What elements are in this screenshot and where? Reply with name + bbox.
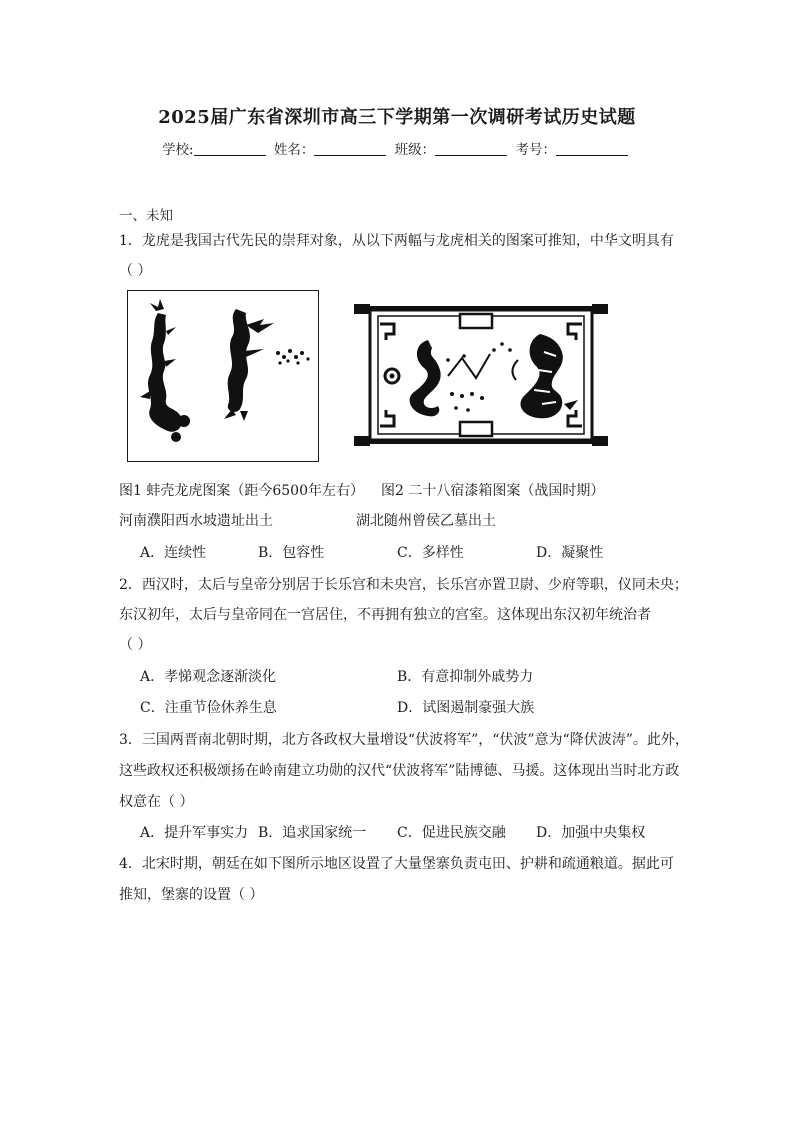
q3-stem-line-3: 权意在（ ） [119, 794, 194, 810]
number-label: 考号： [515, 142, 556, 158]
school-blank [194, 141, 266, 156]
q1-option-a[interactable]: A．连续性 [140, 545, 207, 561]
q1-option-d[interactable]: D．凝聚性 [536, 545, 604, 561]
q3-option-c[interactable]: C．促进民族交融 [397, 825, 506, 841]
q2-option-b[interactable]: B．有意抑制外戚势力 [397, 669, 534, 685]
figure-2-caption: 图2 二十八宿漆箱图案（战国时期） [381, 483, 605, 499]
q2-option-c[interactable]: C．注重节俭休养生息 [140, 700, 277, 716]
number-blank [556, 141, 628, 156]
school-label: 学校: [162, 142, 194, 158]
figure-1-dragon-tiger-shell [127, 290, 319, 462]
figure-1-source: 河南濮阳西水坡遗址出土 [119, 513, 273, 529]
name-label: 姓名： [273, 142, 315, 158]
q1-option-b[interactable]: B．包容性 [258, 545, 325, 561]
q3-option-d[interactable]: D．加强中央集权 [536, 825, 646, 841]
q3-option-a[interactable]: A．提升军事实力 [140, 825, 249, 841]
q1-option-c[interactable]: C．多样性 [397, 545, 464, 561]
q2-option-a[interactable]: A．孝悌观念逐渐淡化 [140, 669, 277, 685]
q3-stem-line-1: 3．三国两晋南北朝时期，北方各政权大量增设“伏波将军”，“伏波”意为“降伏波涛”。此外， [119, 732, 689, 748]
student-info-row [0, 138, 794, 158]
q3-stem-line-2: 这些政权还积极颂扬在岭南建立功勋的汉代“伏波将军”陆博德、马援。这体现出当时北方政 [119, 763, 680, 779]
q1-stem-line-1: 1．龙虎是我国古代先民的崇拜对象，从以下两幅与龙虎相关的图案可推知，中华文明具有 [119, 233, 674, 249]
figure-1-caption: 图1 蚌壳龙虎图案（距今6500年左右） [119, 483, 364, 499]
name-blank [314, 141, 386, 156]
exam-title: 2025届广东省深圳市高三下学期第一次调研考试历史试题 [158, 107, 636, 128]
dragon-tiger-shell-illustration [128, 291, 318, 461]
section-heading: 一、未知 [119, 208, 173, 224]
q4-stem-line-2: 推知，堡寨的设置（ ） [119, 887, 264, 903]
q4-stem-line-1: 4．北宋时期，朝廷在如下图所示地区设置了大量堡寨负责屯田、护耕和疏通粮道。据此可 [119, 856, 674, 872]
q2-stem-line-3: （ ） [119, 637, 152, 653]
q2-option-d[interactable]: D．试图遏制豪强大族 [397, 700, 535, 716]
q1-stem-line-2: （ ） [119, 263, 152, 279]
lacquer-box-illustration [352, 300, 610, 450]
q2-stem-line-2: 东汉初年，太后与皇帝同在一宫居住，不再拥有独立的宫室。这体现出东汉初年统治者 [119, 607, 651, 623]
class-blank [435, 141, 507, 156]
q3-option-b[interactable]: B．追求国家统一 [258, 825, 367, 841]
figure-2-source: 湖北随州曾侯乙墓出土 [356, 513, 496, 529]
class-label: 班级： [394, 142, 436, 158]
figure-2-lacquer-box-lid [352, 300, 610, 450]
q2-stem-line-1: 2．西汉时，太后与皇帝分别居于长乐宫和未央宫，长乐宫亦置卫尉、少府等职，仪同未央； [119, 577, 688, 593]
